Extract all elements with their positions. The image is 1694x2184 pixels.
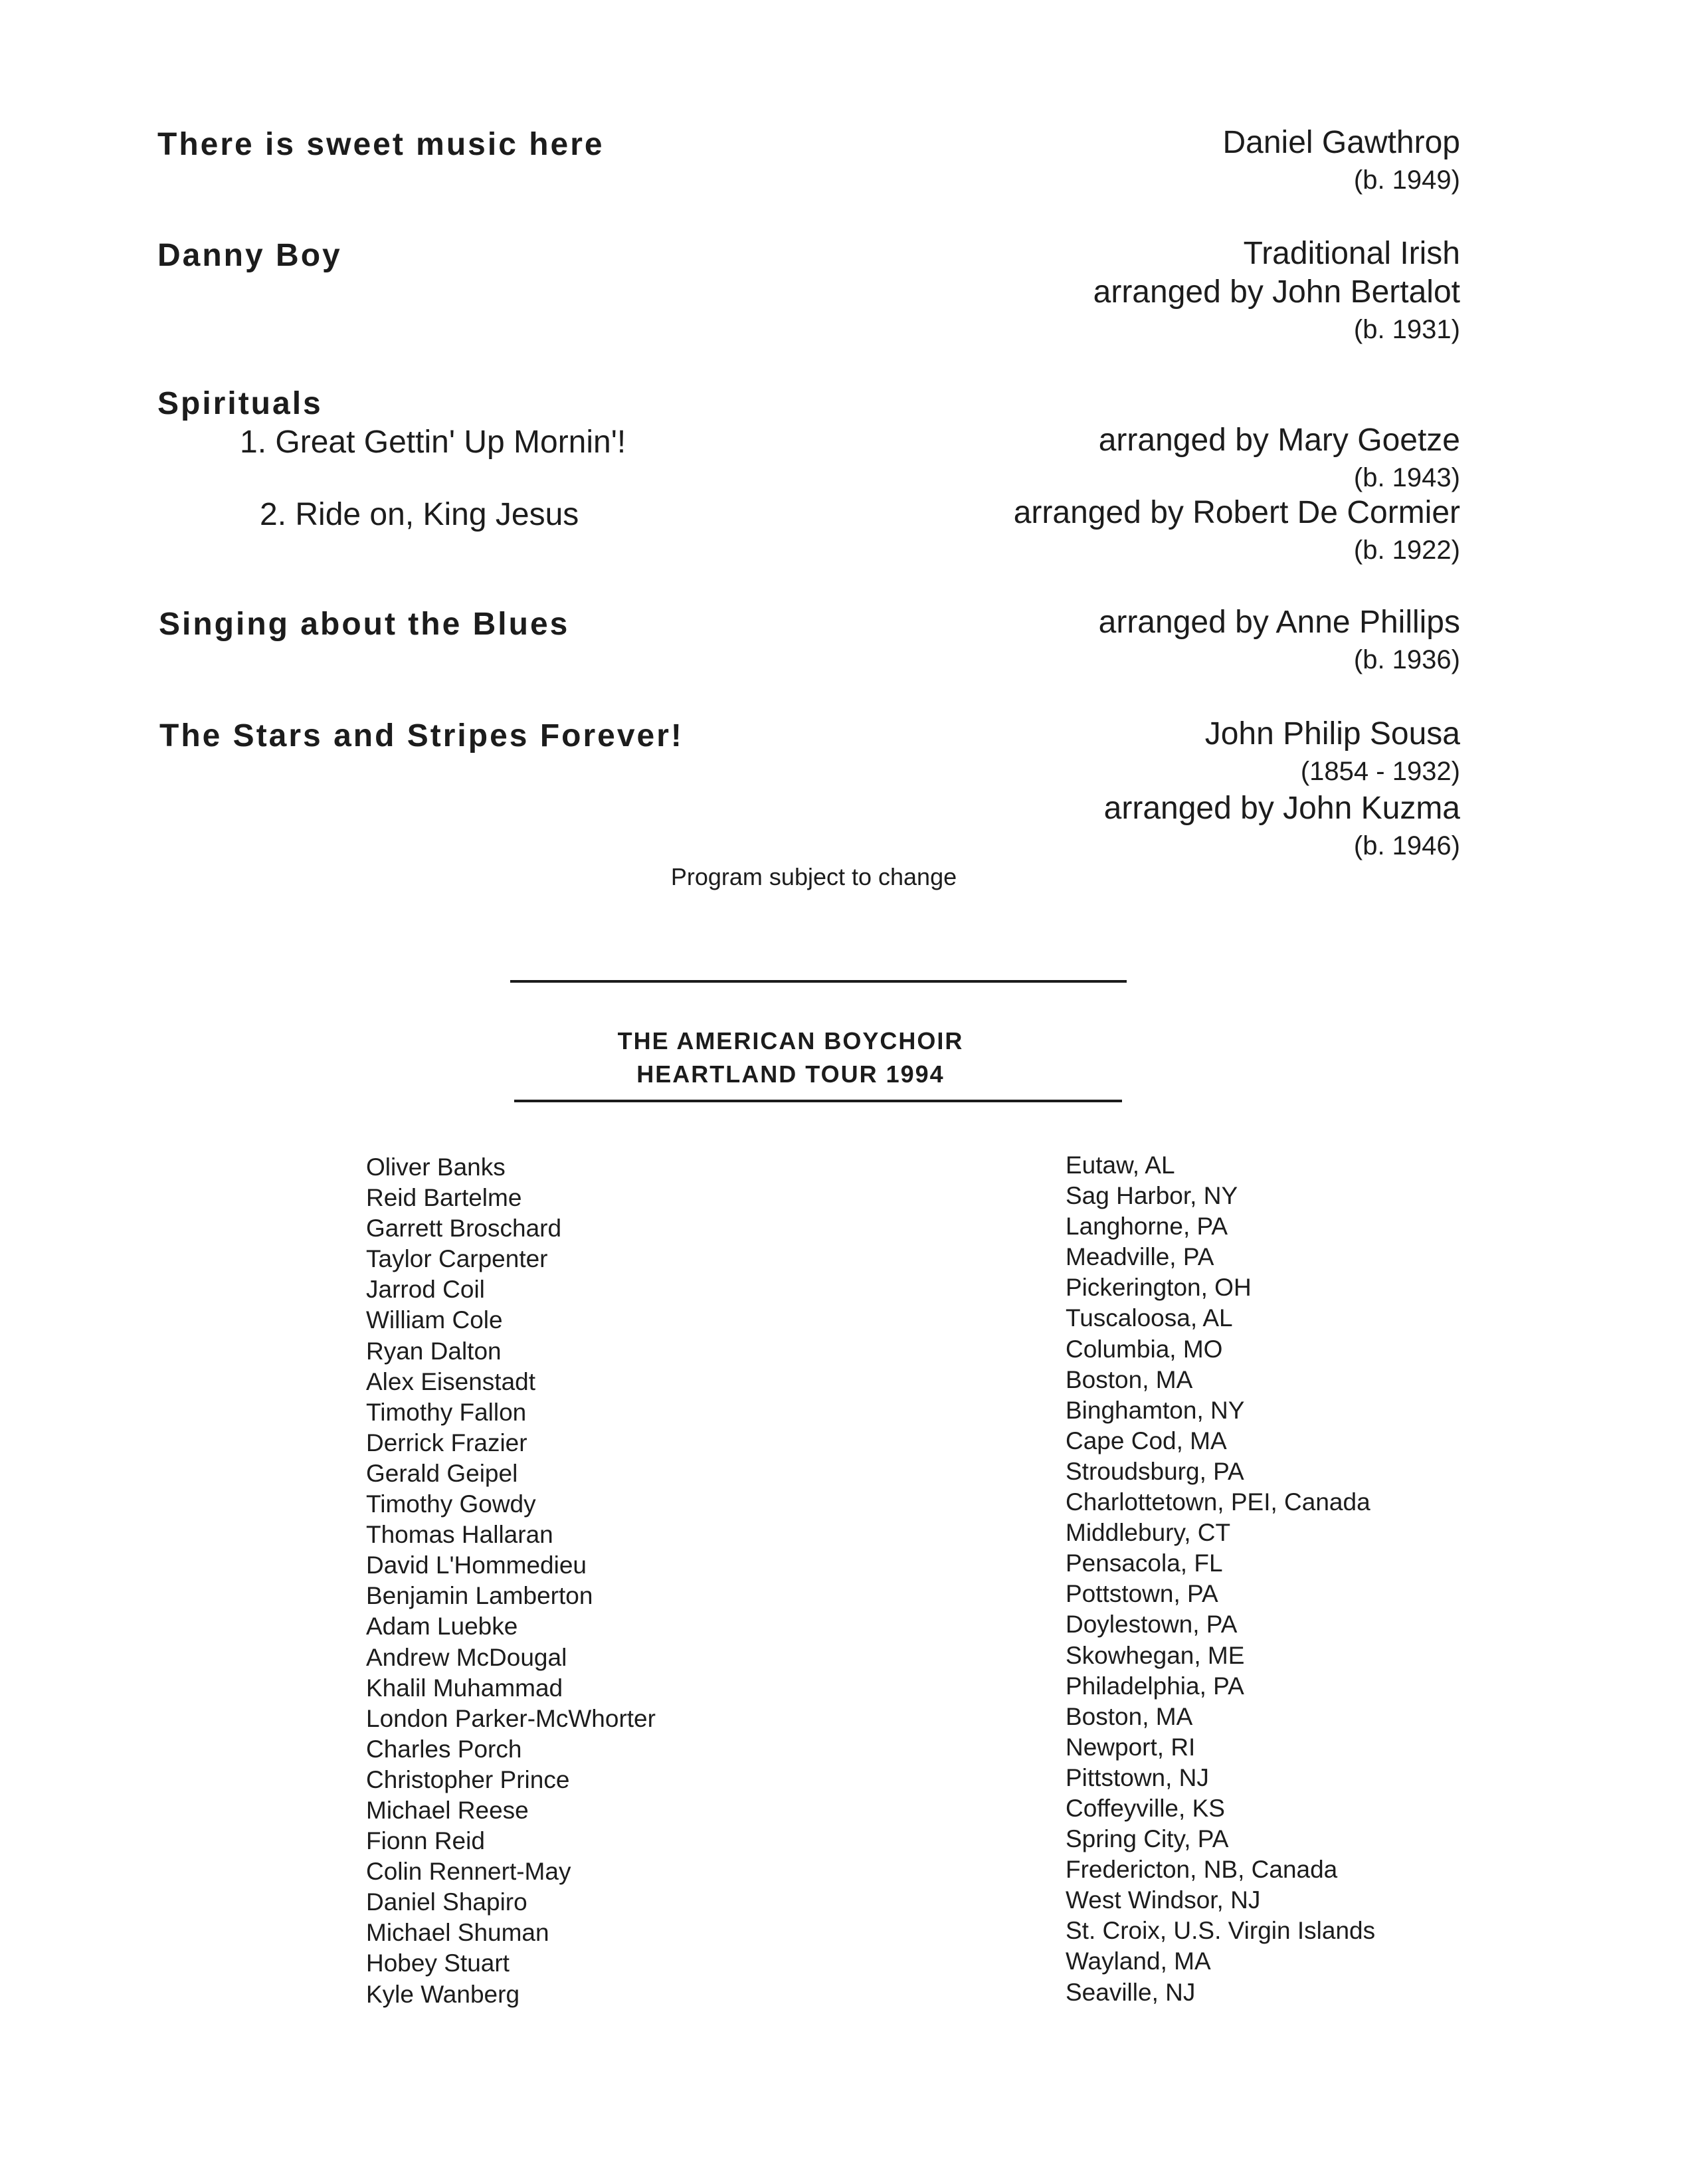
member-name: Hobey Stuart: [366, 1949, 510, 1977]
member-hometown: Pensacola, FL: [1066, 1549, 1223, 1577]
tour-heading-line2: HEARTLAND TOUR 1994: [636, 1060, 945, 1088]
member-hometown: Eutaw, AL: [1066, 1151, 1175, 1179]
member-name: Daniel Shapiro: [366, 1888, 527, 1916]
member-name: Reid Bartelme: [366, 1184, 522, 1212]
program-subitem-1: 1. Great Gettin' Up Mornin'!: [240, 425, 626, 460]
credits-5: [1104, 715, 1460, 864]
divider-bottom: [514, 1100, 1122, 1102]
member-name: Jarrod Coil: [366, 1276, 485, 1304]
credits-3b: [1014, 494, 1460, 568]
member-hometown: Coffeyville, KS: [1066, 1794, 1225, 1822]
member-name: Timothy Fallon: [366, 1398, 527, 1426]
credits-2: [1093, 235, 1460, 347]
member-name: Taylor Carpenter: [366, 1245, 548, 1273]
arranger-dates: (b. 1922): [1353, 536, 1460, 565]
member-name: Michael Shuman: [366, 1919, 549, 1947]
member-hometown: Newport, RI: [1066, 1733, 1196, 1761]
member-name: William Cole: [366, 1306, 503, 1334]
member-hometown: Middlebury, CT: [1066, 1519, 1231, 1547]
member-name: Gerald Geipel: [366, 1459, 518, 1487]
member-name: Andrew McDougal: [366, 1643, 567, 1671]
member-hometown: Sag Harbor, NY: [1066, 1182, 1238, 1210]
member-name: Fionn Reid: [366, 1827, 485, 1855]
member-hometown: Boston, MA: [1066, 1365, 1193, 1393]
composer-dates: (b. 1949): [1353, 165, 1460, 195]
member-name: Thomas Hallaran: [366, 1521, 553, 1549]
member-name: Ryan Dalton: [366, 1337, 502, 1365]
arranger-line: arranged by John Kuzma: [1103, 791, 1460, 826]
member-hometown: Pittstown, NJ: [1066, 1763, 1209, 1791]
member-name: Adam Luebke: [366, 1613, 518, 1640]
member-hometown: Columbia, MO: [1066, 1335, 1223, 1363]
program-title-5: The Stars and Stripes Forever!: [159, 718, 684, 753]
arranger-dates: (b. 1936): [1353, 645, 1460, 674]
arranger-line: arranged by John Bertalot: [1093, 274, 1460, 310]
member-name: London Parker-McWhorter: [366, 1704, 656, 1732]
member-hometown: Charlottetown, PEI, Canada: [1066, 1488, 1370, 1516]
member-hometown: Binghamton, NY: [1066, 1396, 1245, 1424]
member-name: Kyle Wanberg: [366, 1980, 520, 2008]
member-hometowns-column: [1066, 1150, 1375, 2008]
arranger-line: arranged by Mary Goetze: [1098, 423, 1460, 458]
member-hometown: St. Croix, U.S. Virgin Islands: [1066, 1917, 1376, 1945]
member-hometown: Tuscaloosa, AL: [1066, 1304, 1233, 1332]
composer-dates: (1854 - 1932): [1300, 757, 1460, 786]
composer-line: John Philip Sousa: [1204, 716, 1460, 751]
member-name: Charles Porch: [366, 1735, 522, 1763]
member-hometown: Stroudsburg, PA: [1066, 1457, 1244, 1485]
program-title-2: Danny Boy: [157, 238, 342, 273]
member-hometown: Philadelphia, PA: [1066, 1672, 1244, 1700]
member-hometown: Meadville, PA: [1066, 1243, 1214, 1271]
program-title-4: Singing about the Blues: [159, 607, 570, 642]
member-hometown: Pickerington, OH: [1066, 1274, 1252, 1302]
member-hometown: Boston, MA: [1066, 1702, 1193, 1730]
arranger-line: arranged by Robert De Cormier: [1013, 495, 1460, 530]
member-hometown: Skowhegan, ME: [1066, 1641, 1245, 1669]
program-title-3: Spirituals: [157, 386, 323, 421]
member-hometown: Wayland, MA: [1066, 1947, 1211, 1975]
arranger-dates: (b. 1946): [1353, 831, 1460, 860]
credits-1: [1222, 124, 1460, 198]
member-name: Oliver Banks: [366, 1153, 506, 1181]
arranger-dates: (b. 1931): [1353, 315, 1460, 344]
member-hometown: Fredericton, NB, Canada: [1066, 1856, 1338, 1884]
member-hometown: Cape Cod, MA: [1066, 1427, 1227, 1454]
credits-4: [1099, 603, 1460, 678]
member-name: Christopher Prince: [366, 1765, 570, 1793]
member-name: Khalil Muhammad: [366, 1674, 563, 1702]
tour-heading-line1: THE AMERICAN BOYCHOIR: [617, 1027, 964, 1054]
composer-line: Traditional Irish: [1243, 236, 1460, 271]
arranger-dates: (b. 1943): [1353, 463, 1460, 492]
divider-top: [510, 980, 1127, 983]
member-hometown: Pottstown, PA: [1066, 1580, 1218, 1608]
program-subitem-2: 2. Ride on, King Jesus: [260, 497, 579, 532]
member-name: Benjamin Lamberton: [366, 1582, 593, 1610]
member-name: Derrick Frazier: [366, 1429, 527, 1456]
member-name: David L'Hommedieu: [366, 1551, 587, 1579]
member-name: Alex Eisenstadt: [366, 1367, 536, 1395]
member-name: Garrett Broschard: [366, 1215, 562, 1242]
member-name: Timothy Gowdy: [366, 1490, 536, 1518]
member-hometown: West Windsor, NJ: [1066, 1886, 1261, 1914]
credits-3a: [1099, 421, 1460, 496]
member-names-column: [366, 1152, 656, 2010]
program-note: Program subject to change: [670, 863, 957, 890]
member-hometown: Seaville, NJ: [1066, 1978, 1196, 2006]
member-hometown: Spring City, PA: [1066, 1825, 1229, 1853]
member-name: Colin Rennert-May: [366, 1858, 571, 1886]
arranger-line: arranged by Anne Phillips: [1098, 605, 1460, 640]
member-hometown: Doylestown, PA: [1066, 1611, 1238, 1638]
member-hometown: Langhorne, PA: [1066, 1213, 1228, 1241]
composer-line: Daniel Gawthrop: [1222, 125, 1460, 160]
member-name: Michael Reese: [366, 1796, 529, 1824]
program-title-1: There is sweet music here: [157, 127, 605, 162]
